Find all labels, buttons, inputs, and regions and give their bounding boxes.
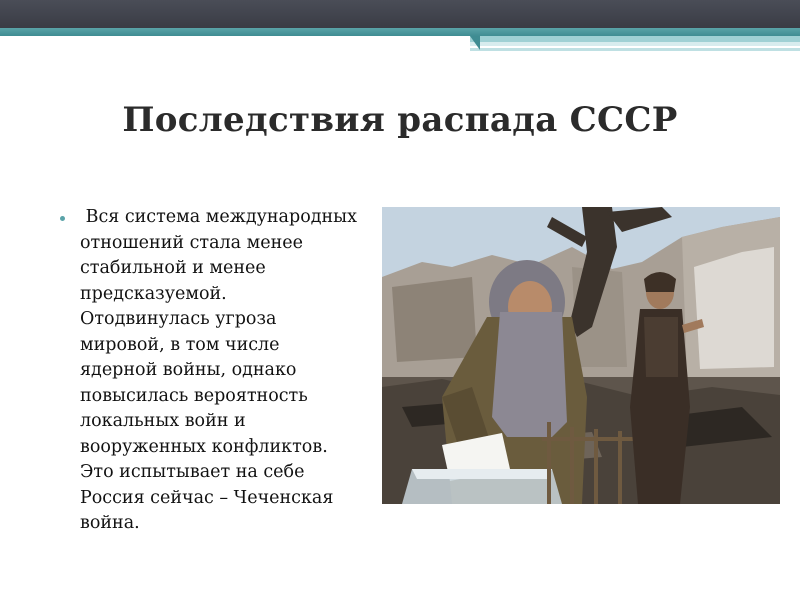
bullet-dot-icon	[60, 216, 65, 221]
accent-line	[0, 28, 800, 36]
decor-stripe-thin	[470, 48, 800, 51]
decor-stripe-light	[470, 42, 800, 46]
decor-fold	[470, 36, 480, 50]
bullet-text: Вся система международных отношений стала менее стабильной и менее предсказуемой. Отодвинулась угроза мировой, в том числе ядерной войны, однако повысилась вероятность локальных войн и вооруженных конфликтов. Это испытывает на себе Россия сейчас – Чеченская война.	[80, 207, 357, 533]
top-header-bar	[0, 0, 800, 28]
bullet-list	[60, 205, 380, 537]
slide-title: Последствия распада СССР	[122, 100, 678, 140]
voting-ruins-photo	[382, 207, 780, 504]
